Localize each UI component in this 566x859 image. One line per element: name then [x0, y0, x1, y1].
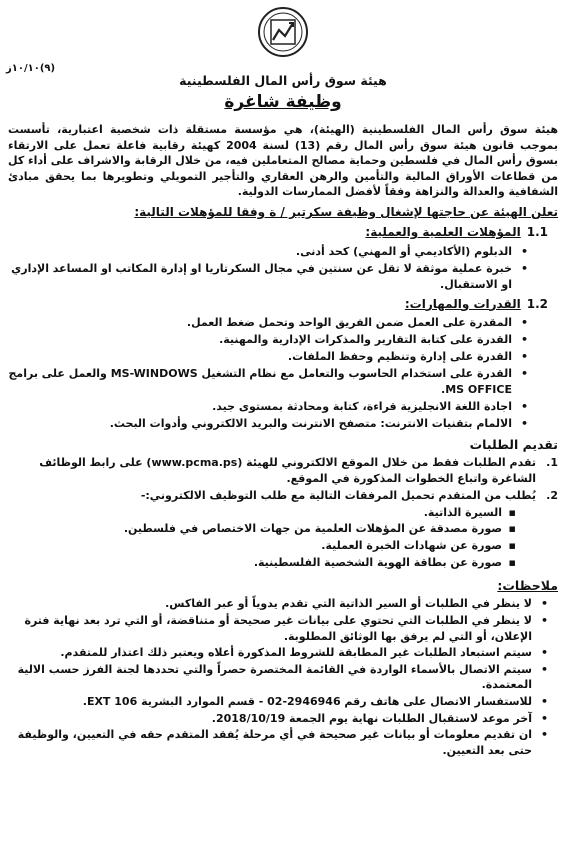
list-item: • اجادة اللغة الانجليزية قراءة، كتابة ومحادثة بمستوى جيد. — [8, 399, 512, 415]
attachment-item: ▪ صورة عن شهادات الخبرة العملية. — [8, 538, 502, 554]
ad-body — [8, 122, 558, 760]
section-number: 1.2 — [526, 296, 548, 311]
announcement-lead: تعلن الهيئة عن حاجتها لإشغال وظيفة سكرتير / ة وفقا للمؤهلات التالية: — [134, 205, 558, 220]
step-text: يُطلب من المتقدم تحميل المرفقات التالية مع طلب التوظيف الالكتروني:- — [140, 488, 536, 502]
intro-paragraph: هيئة سوق رأس المال الفلسطينية (الهيئة)، هي مؤسسة مستقلة ذات شخصية اعتبارية، تأسست بموجب قانون هيئة سوق رأس المال رقم (13) لسنة 2004 كهيئة رقابية فاعلة تعمل على الارتقاء بسوق رأس المال في فلسطين وحماية مصالح المتعاملين فيه، من خلال الرقابة والاشراف على أداء كل من قطاعات الأوراق المالية والتأمين والرهن العقاري والتأجير التمويلي وتطويرها بما يحقق مبادئ الشفافية والعدالة والنزاهة وفقاً لأفضل الممارسات الدولية. — [8, 123, 559, 199]
notes-list — [8, 596, 558, 758]
skills-list — [8, 315, 558, 432]
list-item: • الالمام بتقنيات الانترنت: متصفح الانترنت والبريد الالكتروني وأدوات البحث. — [8, 416, 512, 432]
section-label: القدرات والمهارات: — [404, 296, 521, 311]
pcma-logo-icon — [257, 6, 309, 58]
list-item: • القدرة على كتابة التقارير والمذكرات الإدارية والمهنية. — [8, 332, 512, 348]
step-number: 1. — [546, 455, 558, 469]
step-number: 2. — [546, 488, 558, 502]
note-item: • آخر موعد لاستقبال الطلبات نهاية يوم الجمعة 2018/10/19. — [8, 711, 532, 727]
application-step — [8, 488, 558, 572]
attachment-item: ▪ صورة مصدقة عن المؤهلات العلمية من جهات الاختصاص في فلسطين. — [8, 521, 502, 537]
list-item: • المقدرة على العمل ضمن الفريق الواحد وتحمل ضغط العمل. — [8, 315, 512, 331]
section-qualifications — [8, 224, 548, 241]
note-item: • سيتم استبعاد الطلبات غير المطابقة للشروط المذكورة أعلاه ويعتبر ذلك اعتذار للمتقدم. — [8, 645, 532, 661]
note-item: • للاستفسار الاتصال على هاتف رقم 2946946-02 - قسم الموارد البشرية EXT 106. — [8, 694, 532, 710]
list-item: • خبرة عملية موثقة لا تقل عن سنتين في مجال السكرتاريا او إدارة المكاتب او المساعد الإداري او الاستقبال. — [8, 261, 512, 293]
reference-number: (٩)١٠/١٠ز — [6, 63, 56, 74]
note-item: • سيتم الاتصال بالأسماء الواردة في القائمة المختصرة حصراً والتي تحددها لجنة الفرز حسب الالية المعتمدة. — [8, 662, 532, 693]
qualifications-list — [8, 244, 558, 293]
list-item: • القدرة على استخدام الحاسوب والتعامل مع نظام التشغيل MS-WINDOWS والعمل على برامج MS OFFICE. — [8, 366, 512, 398]
attachments-list — [8, 505, 536, 572]
list-item: • الدبلوم (الأكاديمي أو المهني) كحد أدنى. — [8, 244, 512, 260]
section-label: المؤهلات العلمية والعملية: — [365, 225, 521, 240]
attachment-item: ▪ صورة عن بطاقة الهوية الشخصية الفلسطينية. — [8, 555, 502, 571]
note-item: • ان تقديم معلومات أو بيانات غير صحيحة في أي مرحلة يُفقد المتقدم حقه في التعيين، والوظيفة حتى بعد التعيين. — [8, 727, 532, 758]
organization-name: هيئة سوق رأس المال الفلسطينية — [179, 73, 387, 88]
step-text: تقدم الطلبات فقط من خلال الموقع الالكتروني للهيئة (www.pcma.ps) على رابط الوظائف الشاغرة واتباع الخطوات المذكورة في الموقع. — [39, 455, 536, 485]
note-item: • لا ينظر في الطلبات التي تحتوي على بيانات غير صحيحة أو متناقضة، أو التي ترد بعد نهاية فترة الإعلان، أو التي لم يرفق بها الوثائق المطلوبة. — [8, 613, 532, 644]
page-title: وظيفة شاغرة — [224, 92, 342, 112]
section-number: 1.1 — [526, 225, 548, 240]
application-heading: تقديم الطلبات — [469, 436, 558, 452]
application-step — [8, 455, 558, 487]
section-skills — [8, 296, 548, 313]
note-item: • لا ينظر في الطلبات أو السير الذاتية التي تقدم يدوياً أو عبر الفاكس. — [8, 596, 532, 612]
notes-heading: ملاحظات: — [497, 578, 558, 594]
attachment-item: ▪ السيرة الذاتية. — [8, 505, 502, 521]
application-steps — [8, 455, 558, 572]
list-item: • القدرة على إدارة وتنظيم وحفظ الملفات. — [8, 349, 512, 365]
